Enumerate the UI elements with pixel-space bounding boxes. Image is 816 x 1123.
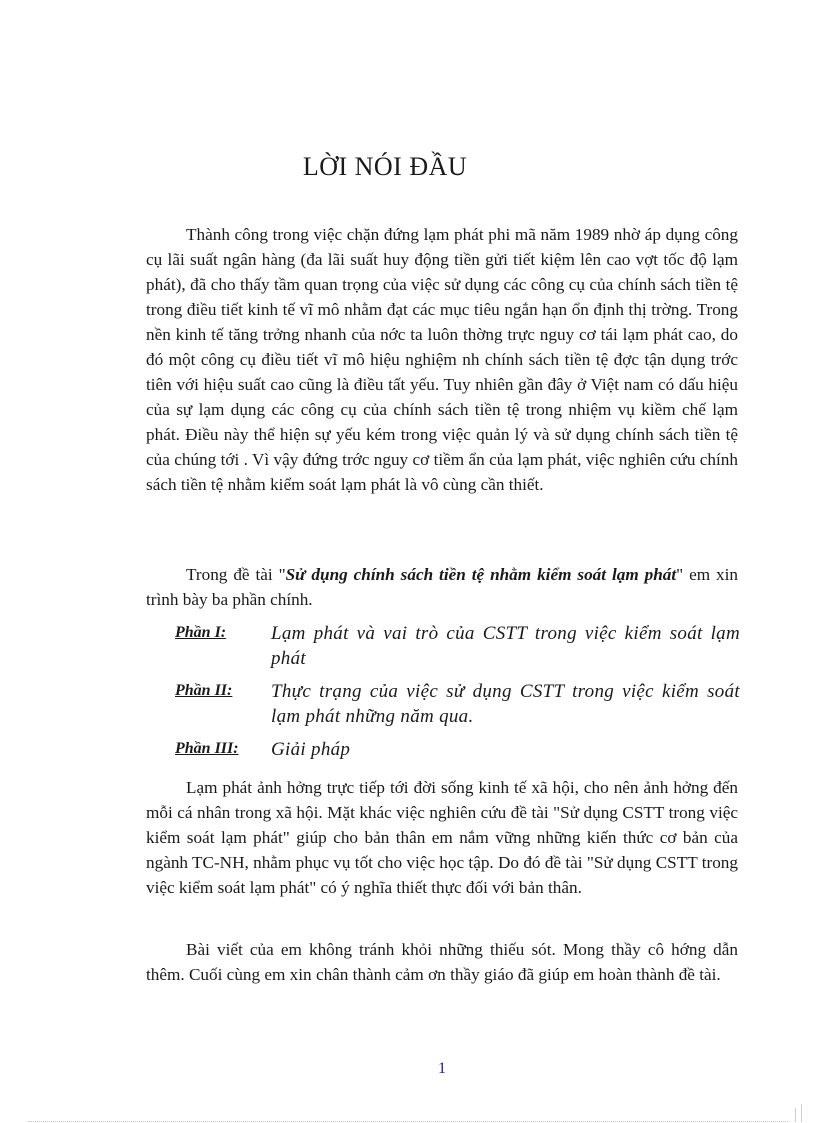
closing-paragraph: Bài viết của em không tránh khỏi những thiếu sót. Mong thầy cô hớng dẫn thêm. Cuối cùng em xin chân thành cảm ơn thầy giáo đã giúp em hoàn thành đề tài. [146, 940, 738, 984]
impact-paragraph: Lạm phát ảnh hởng trực tiếp tới đời sống kinh tế xã hội, cho nên ảnh hởng đến mỗi cá nhân trong xã hội. Mặt khác việc nghiên cứu đề tài "Sử dụng CSTT trong việc kiểm soát lạm phát" giúp cho bản thân em nắm vững những kiến thức cơ bản của ngành TC-NH, nhằm phục vụ tốt cho việc học tập. Do đó đề tài "Sử dụng CSTT trong việc kiểm soát lạm phát" có ý nghĩa thiết thực đối với bản thân. [146, 778, 738, 897]
section-label: Phần I: [175, 624, 227, 641]
corner-mark [801, 1104, 802, 1122]
document-title: LỜI NÓI ĐẦU [302, 152, 468, 181]
section-item [175, 679, 740, 729]
section-text: Lạm phát và vai trò của CSTT trong việc kiểm soát lạm phát [271, 623, 740, 669]
section-item [175, 621, 740, 671]
section-text: Giải pháp [271, 739, 351, 760]
topic-suffix: " em xin trình bày ba phần chính. [146, 565, 738, 609]
corner-mark [795, 1108, 796, 1122]
intro-paragraph: Thành công trong việc chặn đứng lạm phát phi mã năm 1989 nhờ áp dụng công cụ lãi suất ngân hàng (đa lãi suất huy động tiền gửi tiết kiệm lên cao vợt tốc độ lạm phát), đã cho thấy tầm quan trọng của việc sử dụng các công cụ của chính sách tiền tệ trong điều tiết kinh tế vĩ mô nhằm đạt các mục tiêu ngắn hạn ổn định thị trờng. Trong nền kinh tế tăng trởng nhanh của nớc ta luôn thờng trực nguy cơ tái lạm phát cao, do đó một công cụ điều tiết vĩ mô hiệu nghiệm nh chính sách tiền tệ đợc tận dụng trớc tiên với hiệu suất cao cũng là điều tất yếu. Tuy nhiên gần đây ở Việt nam có dấu hiệu của sự lạm dụng các công cụ của chính sách tiền tệ trong nhiệm vụ kiềm chế lạm phát. Điều này thể hiện sự yếu kém trong việc quản lý và sử dụng chính sách tiền tệ của chúng tới . Vì vậy đứng trớc nguy cơ tiềm ẩn của lạm phát, việc nghiên cứu chính sách tiền tệ nhằm kiểm soát lạm phát là vô cùng cần thiết. [146, 225, 738, 494]
section-text: Thực trạng của việc sử dụng CSTT trong việc kiểm soát lạm phát những năm qua. [271, 681, 740, 727]
section-item [175, 737, 740, 762]
section-label: Phần II: [175, 682, 233, 699]
topic-title: Sử dụng chính sách tiền tệ nhằm kiểm soát lạm phát [285, 565, 677, 584]
page-number: 1 [438, 1060, 446, 1077]
topic-paragraph [146, 562, 738, 612]
topic-prefix: Trong đề tài " [186, 565, 286, 584]
footer-divider [28, 1121, 788, 1122]
section-label: Phần III: [175, 740, 239, 757]
